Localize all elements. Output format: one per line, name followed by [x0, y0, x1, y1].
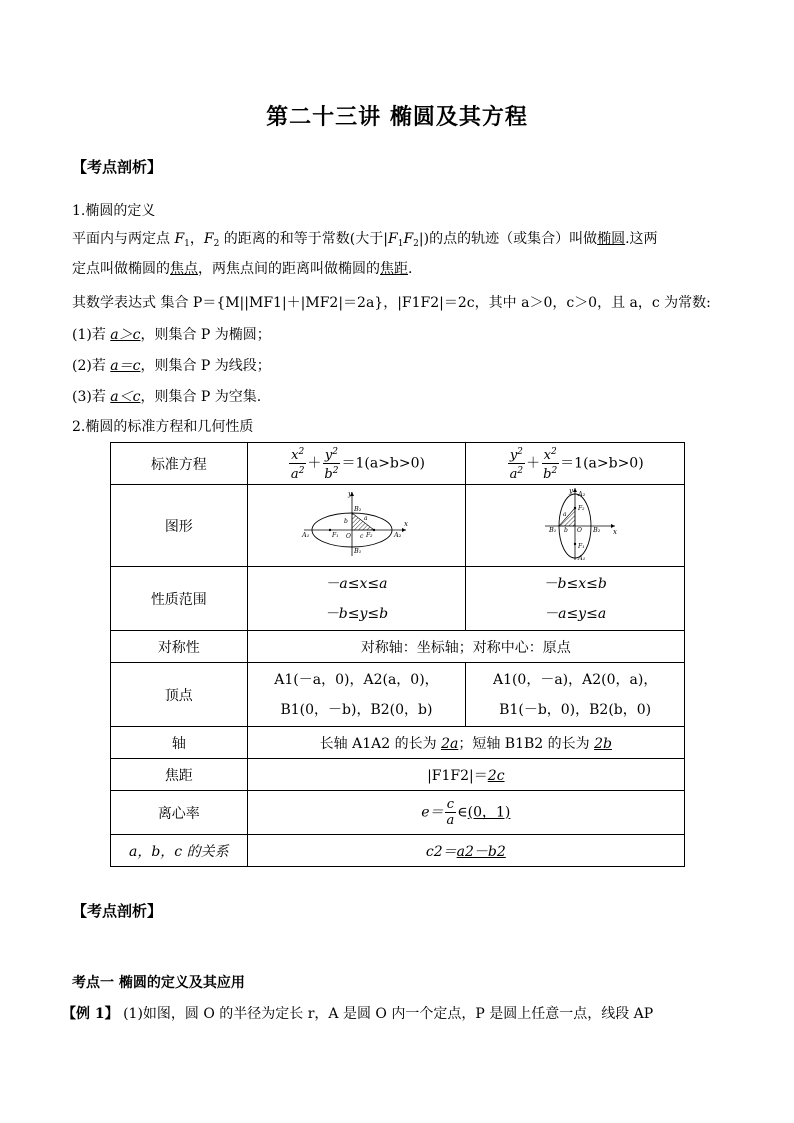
svg-text:b: b	[344, 517, 349, 525]
case-2	[72, 355, 271, 375]
range-2-y: －a≤y≤a	[544, 605, 607, 622]
table-row	[111, 485, 685, 567]
text: 定点叫做椭圆的	[72, 261, 170, 277]
topic-heading: 考点一 椭圆的定义及其应用	[72, 975, 245, 991]
row-label-standard-equation: 标准方程	[111, 443, 248, 485]
svg-text:c: c	[360, 532, 364, 540]
figure-vertical-ellipse	[466, 485, 685, 567]
row-label-axis: 轴	[111, 727, 248, 759]
text: ∈	[457, 804, 468, 821]
text: .	[408, 261, 413, 277]
eccentricity-value	[247, 791, 684, 835]
row-label-eccentricity: 离心率	[111, 791, 248, 835]
text: ，两焦点间的距离叫做椭圆的	[198, 261, 380, 277]
case-3	[72, 386, 261, 406]
case-1	[72, 324, 271, 344]
equation-vertical: $\frac{y^2}{a^2}$ ＋ $\frac{x^2}{b^2}$ ＝1(a>b>0)	[466, 443, 685, 485]
focal-value	[247, 759, 684, 791]
table-row	[111, 727, 685, 759]
table-row	[111, 663, 685, 727]
svg-text:F₁: F₁	[332, 531, 340, 539]
minor-axis-length: 2b	[594, 735, 612, 752]
eccentricity-range: (0，1)	[467, 804, 511, 821]
term-focus: 焦点	[170, 261, 198, 277]
definition-expression: 其数学表达式 集合 P＝{M||MF1|＋|MF2|＝2a}，|F1F2|＝2c，其中 a＞0，c＞0，且 a，c 为常数:	[72, 295, 711, 311]
row-label-relation: a，b，c 的关系	[111, 835, 248, 867]
case-1-condition: a＞c	[110, 327, 141, 343]
row-label-focal: 焦距	[111, 759, 248, 791]
vertex-horizontal	[247, 663, 466, 727]
row-label-vertex: 顶点	[111, 663, 248, 727]
range-1-x: －a≤x≤a	[325, 575, 388, 592]
range-1-y: －b≤y≤b	[324, 605, 389, 622]
section-heading-analysis-2: 【考点剖析】	[72, 902, 163, 920]
svg-text:A₁: A₁	[578, 553, 586, 562]
table-row	[111, 835, 685, 867]
ecc-denominator: a	[446, 813, 455, 828]
text: 平面内与两定点	[72, 231, 175, 247]
svg-text:a: a	[563, 510, 567, 518]
svg-text:O: O	[346, 532, 352, 540]
focal-length-value: 2c	[487, 767, 505, 784]
table-row	[111, 759, 685, 791]
equation-horizontal: $\frac{x^2}{a^2}$ ＋ $\frac{y^2}{b^2}$ ＝1(a>b>0)	[247, 443, 466, 485]
vertex-1-line-1: A1(－a，0)，A2(a，0)，	[274, 671, 439, 688]
vertex-vertical	[466, 663, 685, 727]
row-label-symmetry: 对称性	[111, 631, 248, 663]
eq2-tail: ＝1(a>b>0)	[560, 455, 644, 472]
example-label: 【例 1】	[62, 1006, 119, 1022]
example-text: (1)如图，圆 O 的半径为定长 r，A 是圆 O 内一个定点，P 是圆上任意一点，线段 AP	[118, 1006, 654, 1022]
axis-value	[247, 727, 684, 759]
symmetry-value: 对称轴：坐标轴；对称中心：原点	[247, 631, 684, 663]
svg-text:A₂: A₂	[578, 489, 586, 498]
case-2-condition: a＝c	[110, 358, 141, 374]
svg-text:B₁: B₁	[354, 546, 362, 555]
term-focal-distance: 焦距	[380, 261, 408, 277]
eq1-tail: ＝1(a>b>0)	[341, 455, 425, 472]
text: ；短轴 B1B2 的长为	[458, 735, 595, 752]
table-row	[111, 631, 685, 663]
properties-heading: 2.椭圆的标准方程和几何性质	[72, 419, 254, 435]
svg-text:b: b	[564, 526, 568, 534]
range-2-x: －b≤x≤b	[543, 575, 607, 592]
text: (1)若	[72, 327, 111, 343]
svg-text:y: y	[348, 489, 353, 498]
svg-text:A₁: A₁	[302, 530, 310, 539]
text: e＝	[421, 804, 444, 821]
svg-text:B₂: B₂	[593, 525, 601, 534]
text: (3)若	[72, 389, 111, 405]
ecc-numerator: c	[446, 797, 455, 812]
section-heading-analysis: 【考点剖析】	[72, 158, 163, 176]
svg-text:F₂: F₂	[366, 531, 374, 539]
text: .这两	[625, 231, 658, 247]
relation-value	[247, 835, 684, 867]
text: ，则集合 P 为椭圆；	[140, 327, 271, 343]
vertex-2-line-1: A1(0，－a)，A2(0，a)，	[492, 671, 658, 688]
range-horizontal	[247, 567, 466, 631]
text: |F1F2|＝	[427, 767, 488, 784]
text: (2)若	[72, 358, 111, 374]
svg-text:B₂: B₂	[354, 504, 362, 513]
text: ，则集合 P 为线段；	[140, 358, 271, 374]
horizontal-ellipse-diagram	[296, 486, 416, 562]
svg-text:O: O	[577, 526, 583, 534]
svg-text:x: x	[613, 527, 618, 536]
svg-text:F₁: F₁	[578, 542, 585, 550]
term-ellipse: 椭圆	[597, 231, 626, 247]
page-title: 第二十三讲 椭圆及其方程	[266, 104, 528, 130]
var-f1: F	[174, 231, 185, 247]
ellipse-properties-table	[110, 442, 685, 867]
vertical-ellipse-diagram	[515, 486, 635, 562]
major-axis-length: 2a	[441, 735, 459, 752]
relation-formula: a2－b2	[456, 843, 506, 860]
case-3-condition: a＜c	[110, 389, 141, 405]
text: c2＝	[425, 843, 457, 860]
definition-line-1: 平面内与两定点 $F_1$，$F_2$ 的距离的和等于常数(大于$|F_1F_2|$)的点的轨迹（或集合）叫做椭圆.这两	[72, 231, 658, 249]
row-label-figure: 图形	[111, 485, 248, 567]
svg-text:y: y	[569, 486, 574, 495]
vertex-2-line-2: B1(－b，0)，B2(b，0)	[499, 701, 652, 718]
text: ，则集合 P 为空集.	[140, 389, 262, 405]
example-1	[62, 1003, 653, 1023]
definition-heading: 1.椭圆的定义	[72, 203, 156, 219]
table-row	[111, 443, 685, 485]
svg-text:a: a	[364, 514, 369, 522]
svg-text:F₂: F₂	[578, 504, 585, 512]
table-row	[111, 567, 685, 631]
text: 长轴 A1A2 的长为	[319, 735, 442, 752]
var-f2: F	[203, 231, 214, 247]
row-label-range: 性质范围	[111, 567, 248, 631]
svg-text:B₁: B₁	[549, 525, 557, 534]
table-row	[111, 791, 685, 835]
vertex-1-line-2: B1(0，－b)，B2(0，b)	[280, 701, 433, 718]
svg-text:A₂: A₂	[394, 530, 402, 539]
figure-horizontal-ellipse	[247, 485, 466, 567]
text: |)的点的轨迹（或集合）叫做	[418, 231, 598, 247]
definition-line-2	[72, 258, 412, 278]
range-vertical	[466, 567, 685, 631]
text: 的距离的和等于常数(大于|	[219, 231, 388, 247]
svg-text:x: x	[404, 519, 409, 528]
text: ，	[189, 231, 204, 247]
